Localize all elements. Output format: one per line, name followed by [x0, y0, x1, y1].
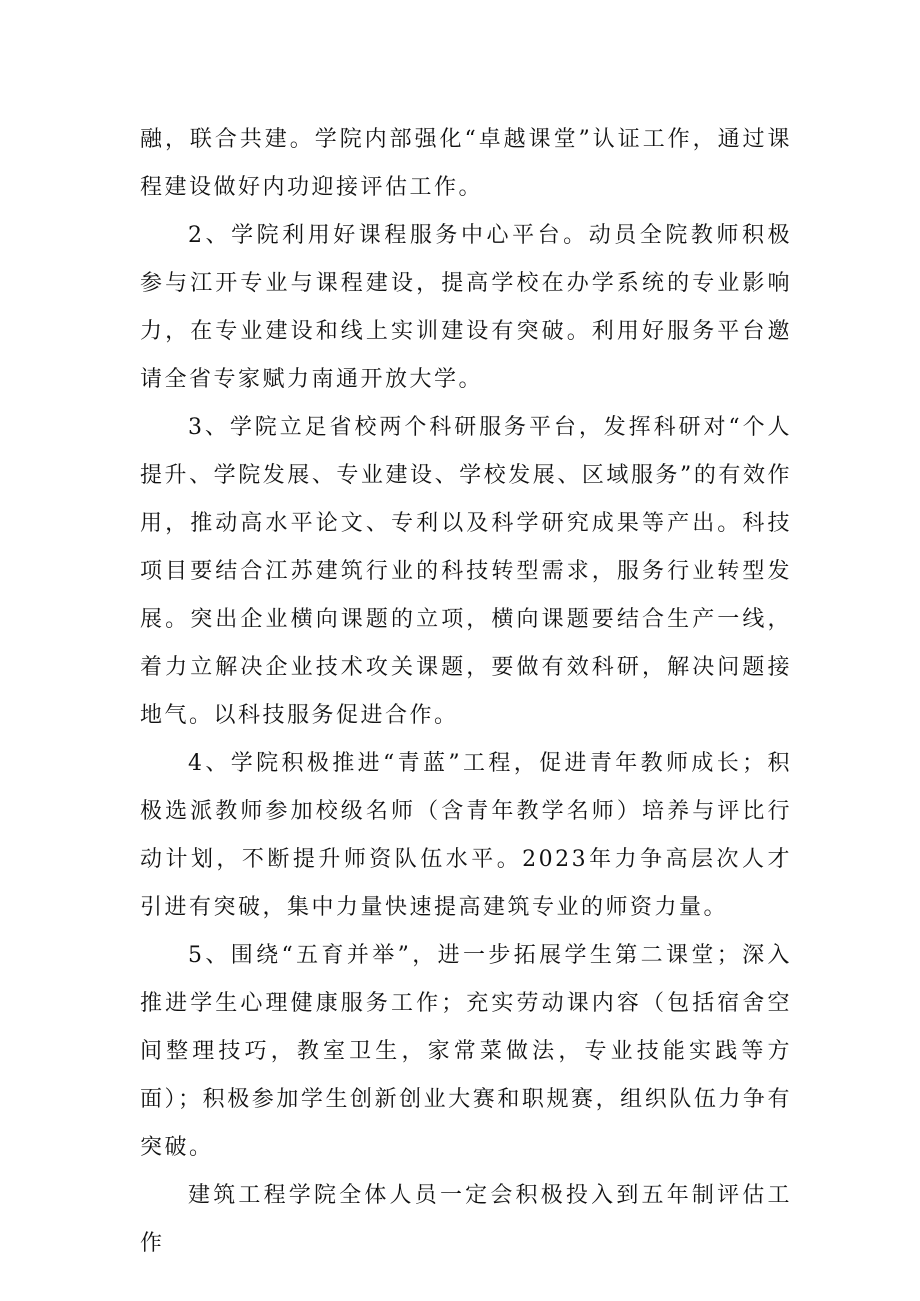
paragraph-item-2: 2、学院利用好课程服务中心平台。动员全院教师积极参与江开专业与课程建设，提高学校在办学系统的专业影响力，在专业建设和线上实训建设有突破。利用好服务平台邀请全省专家赋力南通开放大学。	[140, 223, 792, 392]
paragraph-item-4: 4、学院积极推进“青蓝”工程，促进青年教师成长；积极选派教师参加校级名师（含青年教学名师）培养与评比行动计划，不断提升师资队伍水平。2023年力争高层次人才引进有突破，集中力量快速提高建筑专业的师资力量。	[140, 751, 792, 920]
paragraph-continuation: 融，联合共建。学院内部强化“卓越课堂”认证工作，通过课程建设做好内功迎接评估工作。	[140, 127, 792, 200]
paragraph-item-5: 5、围绕“五育并举”，进一步拓展学生第二课堂；深入推进学生心理健康服务工作；充实劳动课内容（包括宿舍空间整理技巧，教室卫生，家常菜做法，专业技能实践等方面）；积极参加学生创新创业大赛和职规赛，组织队伍力争有突破。	[140, 943, 792, 1160]
document-body	[140, 116, 792, 1268]
paragraph-closing: 建筑工程学院全体人员一定会积极投入到五年制评估工作	[140, 1183, 792, 1256]
paragraph-item-3: 3、学院立足省校两个科研服务平台，发挥科研对“个人提升、学院发展、专业建设、学校发展、区域服务”的有效作用，推动高水平论文、专利以及科学研究成果等产出。科技项目要结合江苏建筑行业的科技转型需求，服务行业转型发展。突出企业横向课题的立项，横向课题要结合生产一线，着力立解决企业技术攻关课题，要做有效科研，解决问题接地气。以科技服务促进合作。	[140, 415, 792, 728]
